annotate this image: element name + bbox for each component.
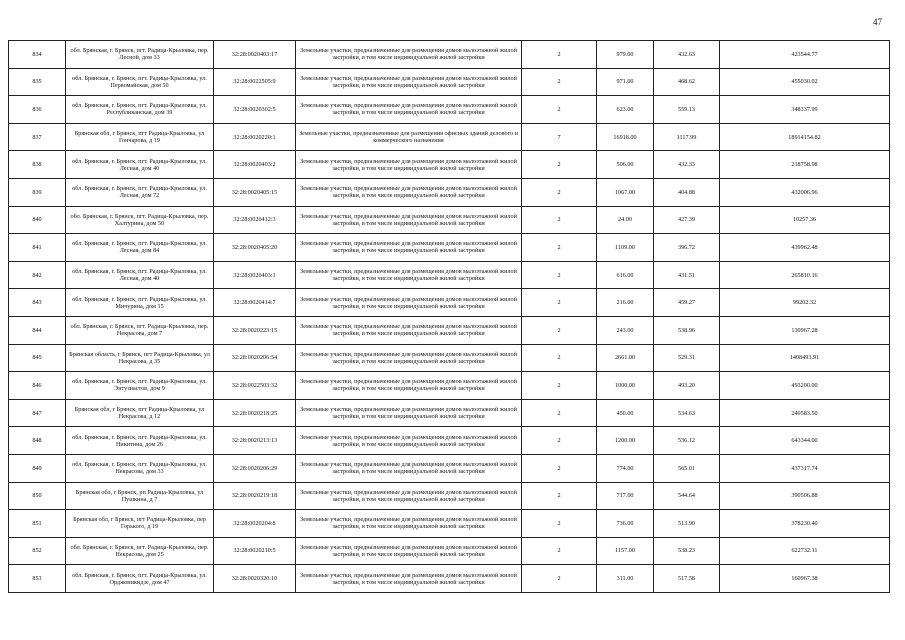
table-row — [9, 344, 890, 372]
table-row — [9, 41, 890, 69]
unit-cost-cell: 538.23 — [654, 537, 720, 565]
table-row — [9, 206, 890, 234]
permitted-use-cell: Земельные участки, предназначенные для размещения домов малоэтажной жилой застройки, в том числе индивидуальной жилой застройки — [296, 537, 522, 565]
unit-cost-cell: 536.12 — [654, 427, 720, 455]
unit-cost-cell: 404.88 — [654, 178, 720, 206]
unit-cost-cell: 468.62 — [654, 68, 720, 96]
cadastral-number-cell: 32:28:0020206:54 — [214, 344, 296, 372]
row-number: 849 — [9, 454, 66, 482]
cadastral-value-cell: 643344.00 — [720, 427, 890, 455]
category-cell: 2 — [522, 510, 597, 538]
land-plots-table — [8, 40, 890, 593]
cadastral-value-cell: 378230.40 — [720, 510, 890, 538]
permitted-use-cell: Земельные участки, предназначенные для размещения домов малоэтажной жилой застройки, в том числе индивидуальной жилой застройки — [296, 316, 522, 344]
address-cell: обл. Брянская, г. Брянск, пгт. Радица-Крыловка, пер. Лесной, дом 33 — [66, 41, 214, 69]
row-number: 850 — [9, 482, 66, 510]
row-number: 837 — [9, 123, 66, 151]
address-cell: обл. Брянская, г. Брянск, пгт. Радица-Крыловка, пер. Халтурина, дом 50 — [66, 206, 214, 234]
row-number: 834 — [9, 41, 66, 69]
cadastral-number-cell: 32:28:0020219:18 — [214, 482, 296, 510]
row-number: 839 — [9, 178, 66, 206]
permitted-use-cell: Земельные участки, предназначенные для размещения домов малоэтажной жилой застройки, в том числе индивидуальной жилой застройки — [296, 427, 522, 455]
row-number: 838 — [9, 151, 66, 179]
row-number: 836 — [9, 96, 66, 124]
cadastral-value-cell: 622732.11 — [720, 537, 890, 565]
cadastral-number-cell: 32:28:0020220:1 — [214, 123, 296, 151]
page-number: 47 — [873, 17, 882, 27]
area-cell: 2661.00 — [597, 344, 654, 372]
address-cell: обл. Брянская, г. Брянск, пгт. Радица-Крыловка, ул. Лесная, дом 40 — [66, 151, 214, 179]
address-cell: Брянская обл, г Брянск, рп Радица-Крыловка, ул Пушкина, д 7 — [66, 482, 214, 510]
unit-cost-cell: 517.58 — [654, 565, 720, 593]
permitted-use-cell: Земельные участки, предназначенные для размещения домов малоэтажной жилой застройки, в том числе индивидуальной жилой застройки — [296, 482, 522, 510]
cadastral-number-cell: 32:28:0020302:5 — [214, 96, 296, 124]
cadastral-value-cell: 130967.28 — [720, 316, 890, 344]
table-row — [9, 316, 890, 344]
unit-cost-cell: 493.20 — [654, 372, 720, 400]
unit-cost-cell: 565.01 — [654, 454, 720, 482]
address-cell: обл. Брянская, г. Брянск, пгт. Радица-Крыловка, ул. Республиканская, дом 39 — [66, 96, 214, 124]
table-row — [9, 123, 890, 151]
area-cell: 450.00 — [597, 399, 654, 427]
cadastral-number-cell: 32:28:0020218:25 — [214, 399, 296, 427]
cadastral-value-cell: 390506.88 — [720, 482, 890, 510]
area-cell: 1067.00 — [597, 178, 654, 206]
unit-cost-cell: 513.90 — [654, 510, 720, 538]
unit-cost-cell: 1117.99 — [654, 123, 720, 151]
row-number: 848 — [9, 427, 66, 455]
unit-cost-cell: 559.13 — [654, 96, 720, 124]
cadastral-value-cell: 423544.77 — [720, 41, 890, 69]
cadastral-value-cell: 348337.99 — [720, 96, 890, 124]
table-row — [9, 537, 890, 565]
area-cell: 216.00 — [597, 289, 654, 317]
cadastral-value-cell: 18914154.82 — [720, 123, 890, 151]
area-cell: 506.00 — [597, 151, 654, 179]
category-cell: 7 — [522, 123, 597, 151]
category-cell: 2 — [522, 41, 597, 69]
cadastral-number-cell: 32:28:0020210:5 — [214, 537, 296, 565]
permitted-use-cell: Земельные участки, предназначенные для размещения домов малоэтажной жилой застройки, в том числе индивидуальной жилой застройки — [296, 206, 522, 234]
permitted-use-cell: Земельные участки, предназначенные для размещения домов малоэтажной жилой застройки, в том числе индивидуальной жилой застройки — [296, 372, 522, 400]
area-cell: 616.00 — [597, 261, 654, 289]
address-cell: обл. Брянская, г. Брянск, пгт. Радица-Крыловка, пер. Некрасова, дом 7 — [66, 316, 214, 344]
permitted-use-cell: Земельные участки, предназначенные для размещения домов малоэтажной жилой застройки, в том числе индивидуальной жилой застройки — [296, 151, 522, 179]
unit-cost-cell: 432.33 — [654, 151, 720, 179]
cadastral-number-cell: 32:28:0020403:1 — [214, 261, 296, 289]
permitted-use-cell: Земельные участки, предназначенные для размещения домов малоэтажной жилой застройки, в том числе индивидуальной жилой застройки — [296, 234, 522, 262]
table-row — [9, 68, 890, 96]
unit-cost-cell: 459.27 — [654, 289, 720, 317]
area-cell: 623.00 — [597, 96, 654, 124]
unit-cost-cell: 529.31 — [654, 344, 720, 372]
cadastral-value-cell: 265810.16 — [720, 261, 890, 289]
cadastral-value-cell: 437317.74 — [720, 454, 890, 482]
area-cell: 311.00 — [597, 565, 654, 593]
table-row — [9, 427, 890, 455]
permitted-use-cell: Земельные участки, предназначенные для размещения домов малоэтажной жилой застройки, в том числе индивидуальной жилой застройки — [296, 399, 522, 427]
permitted-use-cell: Земельные участки, предназначенные для размещения офисных зданий делового и коммерческого назначения — [296, 123, 522, 151]
unit-cost-cell: 396.72 — [654, 234, 720, 262]
table-row — [9, 234, 890, 262]
table-row — [9, 151, 890, 179]
table-row — [9, 454, 890, 482]
row-number: 846 — [9, 372, 66, 400]
category-cell: 2 — [522, 289, 597, 317]
area-cell: 979.00 — [597, 41, 654, 69]
category-cell: 2 — [522, 454, 597, 482]
row-number: 843 — [9, 289, 66, 317]
cadastral-number-cell: 32:28:0020213:13 — [214, 427, 296, 455]
address-cell: Брянская обл, г Брянск, пгт Радица-Крыловка, ул Гончарова, д 19 — [66, 123, 214, 151]
category-cell: 2 — [522, 206, 597, 234]
table-row — [9, 289, 890, 317]
cadastral-number-cell: 32:28:0020320:10 — [214, 565, 296, 593]
cadastral-number-cell: 32:28:0020204:8 — [214, 510, 296, 538]
unit-cost-cell: 534.63 — [654, 399, 720, 427]
cadastral-number-cell: 32:28:0020206:29 — [214, 454, 296, 482]
address-cell: Брянская обл, г Брянск, пгт Радица-Крыловка, ул Некрасова, д 12 — [66, 399, 214, 427]
address-cell: обл. Брянская, г. Брянск, пгт. Радица-Крыловка, ул. Первомайская, дом 50 — [66, 68, 214, 96]
row-number: 842 — [9, 261, 66, 289]
area-cell: 1000.00 — [597, 372, 654, 400]
cadastral-value-cell: 160967.38 — [720, 565, 890, 593]
category-cell: 2 — [522, 68, 597, 96]
table-row — [9, 510, 890, 538]
area-cell: 16918.00 — [597, 123, 654, 151]
category-cell: 2 — [522, 565, 597, 593]
address-cell: обл. Брянская, г. Брянск, пгт. Радица-Крыловка, ул. Орджоникидзе, дом 47 — [66, 565, 214, 593]
category-cell: 2 — [522, 234, 597, 262]
area-cell: 24.00 — [597, 206, 654, 234]
row-number: 845 — [9, 344, 66, 372]
category-cell: 2 — [522, 399, 597, 427]
permitted-use-cell: Земельные участки, предназначенные для размещения домов малоэтажной жилой застройки, в том числе индивидуальной жилой застройки — [296, 344, 522, 372]
address-cell: Брянская область, г Брянск, пгт Радица-Крыловка, ул Некрасова, д 35 — [66, 344, 214, 372]
table-row — [9, 482, 890, 510]
address-cell: обл. Брянская, г. Брянск, пгт. Радица-Крыловка, ул. Мичурина, дом 15 — [66, 289, 214, 317]
table-row — [9, 565, 890, 593]
cadastral-value-cell: 1408493.91 — [720, 344, 890, 372]
cadastral-number-cell: 32:28:0020405:15 — [214, 178, 296, 206]
table-row — [9, 372, 890, 400]
permitted-use-cell: Земельные участки, предназначенные для размещения домов малоэтажной жилой застройки, в том числе индивидуальной жилой застройки — [296, 178, 522, 206]
cadastral-number-cell: 32:28:0020414:7 — [214, 289, 296, 317]
table-row — [9, 96, 890, 124]
address-cell: обл. Брянская, г. Брянск, пгт. Радица-Крыловка, ул. Энтузиастов, дом 9 — [66, 372, 214, 400]
row-number: 853 — [9, 565, 66, 593]
row-number: 852 — [9, 537, 66, 565]
area-cell: 736.00 — [597, 510, 654, 538]
row-number: 835 — [9, 68, 66, 96]
category-cell: 2 — [522, 537, 597, 565]
category-cell: 2 — [522, 178, 597, 206]
row-number: 844 — [9, 316, 66, 344]
address-cell: Брянская обл, г Брянск, пгт Радица-Крыловка, пер Горького, д 19 — [66, 510, 214, 538]
permitted-use-cell: Земельные участки, предназначенные для размещения домов малоэтажной жилой застройки, в том числе индивидуальной жилой застройки — [296, 68, 522, 96]
address-cell: обл. Брянская, г. Брянск, пгт. Радица-Крыловка, ул. Некрасова, дом 33 — [66, 454, 214, 482]
cadastral-value-cell: 10257.36 — [720, 206, 890, 234]
unit-cost-cell: 432.63 — [654, 41, 720, 69]
area-cell: 1157.00 — [597, 537, 654, 565]
address-cell: обл. Брянская, г. Брянск, пгт. Радица-Крыловка, ул. Лесная, дом 72 — [66, 178, 214, 206]
table-body — [9, 41, 890, 593]
permitted-use-cell: Земельные участки, предназначенные для размещения домов малоэтажной жилой застройки, в том числе индивидуальной жилой застройки — [296, 96, 522, 124]
unit-cost-cell: 544.64 — [654, 482, 720, 510]
cadastral-number-cell: 32:28:0020403:2 — [214, 151, 296, 179]
permitted-use-cell: Земельные участки, предназначенные для размещения домов малоэтажной жилой застройки, в том числе индивидуальной жилой застройки — [296, 565, 522, 593]
cadastral-number-cell: 32:28:0020403:17 — [214, 41, 296, 69]
permitted-use-cell: Земельные участки, предназначенные для размещения домов малоэтажной жилой застройки, в том числе индивидуальной жилой застройки — [296, 41, 522, 69]
row-number: 841 — [9, 234, 66, 262]
cadastral-value-cell: 493200.00 — [720, 372, 890, 400]
category-cell: 2 — [522, 151, 597, 179]
cadastral-number-cell: 32:28:0020405:20 — [214, 234, 296, 262]
permitted-use-cell: Земельные участки, предназначенные для размещения домов малоэтажной жилой застройки, в том числе индивидуальной жилой застройки — [296, 510, 522, 538]
row-number: 840 — [9, 206, 66, 234]
cadastral-value-cell: 439962.48 — [720, 234, 890, 262]
category-cell: 2 — [522, 482, 597, 510]
cadastral-value-cell: 455030.02 — [720, 68, 890, 96]
address-cell: обл. Брянская, г. Брянск, пгт. Радица-Крыловка, ул. Лесная, дом 84 — [66, 234, 214, 262]
cadastral-number-cell: 32:28:0020223:15 — [214, 316, 296, 344]
area-cell: 1109.00 — [597, 234, 654, 262]
row-number: 851 — [9, 510, 66, 538]
cadastral-value-cell: 240583.50 — [720, 399, 890, 427]
cadastral-value-cell: 432006.96 — [720, 178, 890, 206]
address-cell: обл. Брянская, г. Брянск, пгт. Радица-Крыловка, пер. Некрасова, дом 25 — [66, 537, 214, 565]
category-cell: 2 — [522, 372, 597, 400]
cadastral-number-cell: 32:28:0020412:3 — [214, 206, 296, 234]
category-cell: 2 — [522, 261, 597, 289]
unit-cost-cell: 431.51 — [654, 261, 720, 289]
unit-cost-cell: 538.96 — [654, 316, 720, 344]
permitted-use-cell: Земельные участки, предназначенные для размещения домов малоэтажной жилой застройки, в том числе индивидуальной жилой застройки — [296, 289, 522, 317]
cadastral-value-cell: 218758.98 — [720, 151, 890, 179]
category-cell: 2 — [522, 96, 597, 124]
permitted-use-cell: Земельные участки, предназначенные для размещения домов малоэтажной жилой застройки, в том числе индивидуальной жилой застройки — [296, 261, 522, 289]
area-cell: 774.00 — [597, 454, 654, 482]
cadastral-value-cell: 99202.32 — [720, 289, 890, 317]
category-cell: 2 — [522, 316, 597, 344]
category-cell: 2 — [522, 344, 597, 372]
table-row — [9, 399, 890, 427]
area-cell: 243.00 — [597, 316, 654, 344]
table-row — [9, 178, 890, 206]
area-cell: 717.00 — [597, 482, 654, 510]
area-cell: 1200.00 — [597, 427, 654, 455]
area-cell: 971.00 — [597, 68, 654, 96]
category-cell: 2 — [522, 427, 597, 455]
address-cell: обл. Брянская, г. Брянск, пгт. Радица-Крыловка, ул. Лесная, дом 40 — [66, 261, 214, 289]
permitted-use-cell: Земельные участки, предназначенные для размещения домов малоэтажной жилой застройки, в том числе индивидуальной жилой застройки — [296, 454, 522, 482]
cadastral-number-cell: 32:28:0022505:9 — [214, 68, 296, 96]
address-cell: обл. Брянская, г. Брянск, пгт. Радица-Крыловка, ул. Никитина, дом 26 — [66, 427, 214, 455]
cadastral-number-cell: 32:28:0022503:32 — [214, 372, 296, 400]
unit-cost-cell: 427.39 — [654, 206, 720, 234]
table-row — [9, 261, 890, 289]
row-number: 847 — [9, 399, 66, 427]
